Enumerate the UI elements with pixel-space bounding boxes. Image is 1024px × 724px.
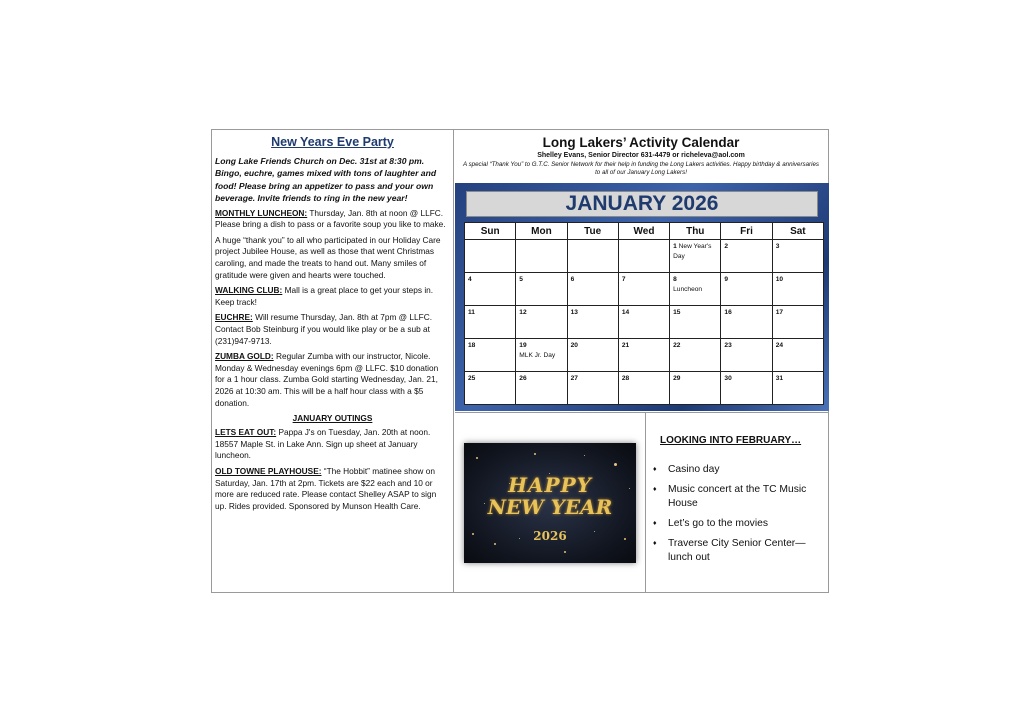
weekday-header: Tue [567,223,618,240]
february-item-text: Casino day [668,464,720,475]
happy-new-year-image [464,443,636,563]
day-number: 3 [775,243,780,250]
weekday-header: Sun [465,223,516,240]
eatout-paragraph [215,427,450,462]
calendar-header [454,130,828,185]
day-number: 12 [519,309,527,316]
day-number: 18 [468,342,476,349]
calendar-week-row [465,372,824,405]
month-banner: JANUARY 2026 [466,191,818,217]
luncheon-text: Thursday, Jan. 8th at noon @ LLFC. Please bring a dish to pass or a favorite soup you like to make. [215,207,446,230]
zumba-label: ZUMBA GOLD: [215,351,274,362]
calendar-day-cell [772,306,823,339]
calendar-day-cell [516,306,567,339]
walking-text: Mall is a great place to get your steps in. Keep track! [215,285,434,307]
calendar-weeks [465,240,824,405]
day-number: 5 [519,276,523,283]
calendar-day-cell [618,372,669,405]
february-item [652,537,827,565]
calendar-day-cell [772,273,823,306]
february-item [652,463,827,477]
calendar-day-cell [567,273,618,306]
february-item [652,483,827,511]
day-number: 13 [570,309,578,316]
zumba-text: Regular Zumba with our instructor, Nicole. Monday & Wednesday evenings 6pm @ LLFC. $10 donation for a 1 hour class. Zumba Gold starting Wednesday, Jan. 21, 2026 at 10:30 am. This will be a half hour class with a $5 donation. [215,351,439,408]
sparkle [494,543,496,545]
calendar-day-cell [618,240,669,273]
day-event: MLK Jr. Day [519,352,556,359]
day-number: 27 [570,375,578,382]
calendar-day-cell [670,240,721,273]
diamond-bullet-icon: ♦ [653,466,657,473]
diamond-bullet-icon: ♦ [653,540,657,547]
calendar-day-cell [567,372,618,405]
day-number: 2 [724,243,729,250]
day-number: 21 [621,342,630,349]
sparkle [564,551,566,553]
day-number: 15 [673,309,681,316]
day-number: 7 [621,276,626,283]
day-number: 6 [570,276,575,283]
euchre-text: Will resume Thursday, Jan. 8th at 7pm @ LLFC. Contact Bob Steinburg if you would like play or be a sub at (231)947-9713. [215,312,433,346]
diamond-bullet-icon: ♦ [653,520,657,527]
euchre-label: EUCHRE: [215,312,253,323]
sparkle [614,463,617,466]
february-item-text: Traverse City Senior Center—lunch out [668,538,806,563]
calendar-grid [464,222,824,405]
calendar-day-cell [670,273,721,306]
left-column [212,130,454,592]
day-event: Luncheon [673,286,703,293]
day-number: 17 [775,309,784,316]
calendar-day-cell [772,339,823,372]
calendar-day-cell [516,372,567,405]
diamond-bullet-icon: ♦ [653,486,657,493]
weekday-header: Wed [618,223,669,240]
calendar-box [455,183,829,411]
calendar-day-cell [567,339,618,372]
day-number: 20 [570,342,578,349]
calendar-day-cell [721,240,772,273]
calendar-day-cell [772,240,823,273]
calendar-day-cell [721,372,772,405]
weekday-header: Fri [721,223,772,240]
day-number: 10 [775,276,784,283]
calendar-week-row [465,339,824,372]
zumba-paragraph [215,351,450,409]
calendar-week-row [465,240,824,273]
calendar-day-cell [516,273,567,306]
calendar-day-cell [516,339,567,372]
calendar-day-cell [567,240,618,273]
calendar-day-cell [670,339,721,372]
day-number: 9 [724,276,729,283]
calendar-day-cell [465,372,516,405]
day-number: 22 [673,342,681,349]
calendar-day-cell [465,339,516,372]
playhouse-label: OLD TOWNE PLAYHOUSE: [215,465,322,476]
day-number: 19 [519,342,527,349]
calendar-day-cell [618,273,669,306]
calendar-day-cell [618,306,669,339]
day-number: 31 [775,375,784,382]
calendar-day-cell [721,306,772,339]
calendar-day-cell [772,372,823,405]
walking-paragraph [215,285,450,308]
euchre-paragraph [215,312,450,347]
walking-label: WALKING CLUB: [215,285,283,296]
february-list [652,463,827,571]
weekday-header: Thu [670,223,721,240]
eatout-text: Pappa J's on Tuesday, Jan. 20th at noon. 18557 Maple St. in Lake Ann. Sign up sheet at January luncheon. [215,427,431,461]
party-title: New Years Eve Party [271,135,394,149]
day-number: 28 [621,375,630,382]
sparkle [476,457,478,459]
sparkle [584,455,585,456]
playhouse-text: “The Hobbit” matinee show on Saturday, Jan. 17th at 2pm. Tickets are $22 each and 10 or more are reduced rate. Please contact Shelley ASAP to sign up. Rides provided. Sponsored by Munson Health Care. [215,465,437,511]
day-number: 24 [775,342,784,349]
day-number: 14 [621,309,630,316]
calendar-day-cell [618,339,669,372]
day-number: 26 [519,375,527,382]
day-number: 30 [724,375,732,382]
day-event: New Year's Day [673,243,712,260]
playhouse-paragraph [215,466,450,512]
february-cell [646,412,829,592]
image-line-new-year: NEW YEAR [487,495,613,519]
day-number: 1 [673,243,677,250]
image-cell [455,412,646,592]
thanks-note: A special “Thank You” to G.T.C. Senior Network for their help in funding the Long Lakers activities. Happy birthday & anniversaries to all of our January Long Lakers! [462,161,820,177]
newsletter-page [211,129,829,593]
day-number: 29 [673,375,681,382]
february-item-text: Music concert at the TC Music House [668,484,807,509]
calendar-week-row [465,273,824,306]
calendar-day-cell [721,339,772,372]
weekday-header: Sat [772,223,823,240]
calendar-day-cell [670,306,721,339]
day-number: 11 [468,309,475,316]
calendar-day-cell [465,306,516,339]
thanks-paragraph: A huge “thank you” to all who participated in our Holiday Care project Jubilee House, as well as those that went Christmas caroling, and made the treats to hand out. Many smiles of gratitude were given and hearts were touched. [215,234,441,280]
february-item-text: Let’s go to the movies [668,518,768,529]
calendar-title: Long Lakers’ Activity Calendar [542,135,740,150]
calendar-day-cell [465,240,516,273]
calendar-day-cell [670,372,721,405]
image-year: 2026 [533,529,567,543]
day-number: 23 [724,342,732,349]
party-description: Long Lake Friends Church on Dec. 31st at 8:30 pm. Bingo, euchre, games mixed with tons of laughter and food! Please bring an appetizer to pass and your own beverage. Invite friends to ring in the new year! [215,156,437,204]
february-item [652,517,827,531]
day-number: 4 [468,276,472,283]
day-number: 16 [724,309,732,316]
outings-title: JANUARY OUTINGS [292,413,373,424]
calendar-day-cell [567,306,618,339]
eatout-label: LETS EAT OUT: [215,427,277,438]
calendar-week-row [465,306,824,339]
luncheon-paragraph [215,208,450,231]
image-line-happy: HAPPY [508,473,592,497]
day-number: 8 [673,276,677,283]
sparkle [534,453,536,455]
weekday-header: Mon [516,223,567,240]
luncheon-label: MONTHLY LUNCHEON: [215,207,308,218]
calendar-day-cell [721,273,772,306]
february-title: LOOKING INTO FEBRUARY… [660,435,802,446]
day-number: 25 [468,375,476,382]
calendar-day-cell [465,273,516,306]
director-contact: Shelley Evans, Senior Director 631-4479 or richeleva@aol.com [537,152,745,159]
weekday-header-row [465,223,824,240]
calendar-day-cell [516,240,567,273]
